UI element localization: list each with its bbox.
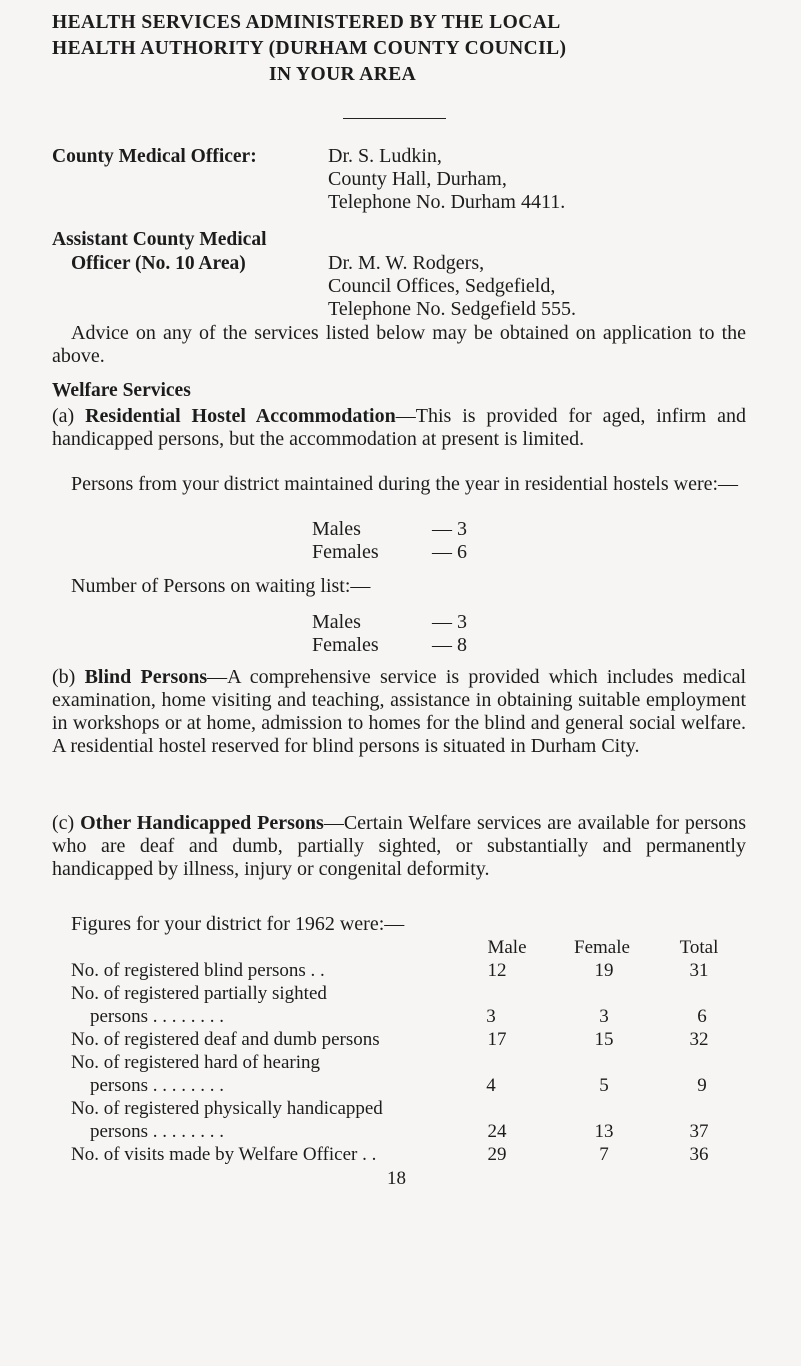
- cmo-label: County Medical Officer:: [52, 146, 257, 167]
- waiting-females-value: — 8: [432, 634, 467, 656]
- table-row-label-cont: persons . . . . . . . .: [90, 1121, 225, 1142]
- header-divider: [343, 118, 446, 119]
- table-row-label: No. of registered partially sighted: [71, 983, 327, 1004]
- table-cell-male: 3: [486, 1006, 496, 1027]
- section-a-title: Residential Hostel Accommodation: [85, 405, 396, 427]
- title-line-1: HEALTH SERVICES ADMINISTERED BY THE LOCAL: [52, 12, 561, 33]
- advice-paragraph: Advice on any of the services listed below may be obtained on application to the above.: [52, 322, 746, 367]
- table-row-label: No. of visits made by Welfare Officer . .: [71, 1144, 377, 1165]
- acmo-name: Dr. M. W. Rodgers,: [328, 252, 485, 274]
- cmo-address: County Hall, Durham,: [328, 168, 507, 190]
- maintained-males-value: — 3: [432, 518, 467, 540]
- maintained-males-label: Males: [312, 518, 361, 540]
- table-cell-total: 6: [697, 1006, 707, 1027]
- section-c-prefix: (c): [52, 812, 75, 834]
- table-cell-male: 29: [487, 1144, 507, 1165]
- maintained-females-value: — 6: [432, 541, 467, 563]
- table-cell-male: 4: [486, 1075, 496, 1096]
- acmo-address: Council Offices, Sedgefield,: [328, 275, 556, 297]
- table-cell-male: 17: [487, 1029, 507, 1050]
- table-cell-male: 12: [487, 960, 507, 981]
- col-header-total: Total: [679, 937, 719, 958]
- maintained-females-label: Females: [312, 541, 379, 563]
- section-a-text: —This is provided for aged, infirm and handicapped persons, but the accommodation at present is limited.: [52, 405, 747, 450]
- table-cell-total: 31: [689, 960, 709, 981]
- maintained-intro: Persons from your district maintained during the year in residential hostels were:—: [71, 473, 739, 495]
- section-b-prefix: (b): [52, 666, 76, 688]
- section-b: [52, 666, 746, 758]
- waiting-intro: Number of Persons on waiting list:—: [71, 575, 371, 597]
- section-b-text: —A comprehensive service is provided which includes medical examination, home visiting and teaching, assistance in obtaining suitable employment in workshops or at home, admission to homes for the blind and general social welfare. A residential hostel reserved for blind persons is situated in Durham City.: [52, 666, 747, 757]
- figures-intro: Figures for your district for 1962 were:—: [71, 913, 405, 935]
- waiting-males-value: — 3: [432, 611, 467, 633]
- section-c-title: Other Handicapped Persons: [80, 812, 324, 834]
- table-cell-female: 7: [599, 1144, 609, 1165]
- col-header-male: Male: [487, 937, 527, 958]
- table-row-label-cont: persons . . . . . . . .: [90, 1075, 225, 1096]
- title-line-3: IN YOUR AREA: [269, 64, 417, 85]
- table-cell-female: 15: [594, 1029, 614, 1050]
- cmo-telephone: Telephone No. Durham 4411.: [328, 191, 566, 213]
- page-number: 18: [387, 1168, 406, 1189]
- cmo-name: Dr. S. Ludkin,: [328, 145, 442, 167]
- welfare-heading: Welfare Services: [52, 380, 191, 401]
- table-row-label: No. of registered deaf and dumb persons: [71, 1029, 380, 1050]
- section-a: [52, 405, 746, 451]
- table-cell-total: 9: [697, 1075, 707, 1096]
- table-cell-female: 19: [594, 960, 614, 981]
- table-row-label: No. of registered hard of hearing: [71, 1052, 321, 1073]
- acmo-telephone: Telephone No. Sedgefield 555.: [328, 298, 576, 320]
- table-row-label: No. of registered physically handicapped: [71, 1098, 383, 1119]
- table-row-label: No. of registered blind persons . .: [71, 960, 325, 981]
- table-cell-total: 32: [689, 1029, 709, 1050]
- section-c-text: —Certain Welfare services are available for persons who are deaf and dumb, partially sighted, or substantially and permanently handicapped by illness, injury or congenital deformity.: [52, 812, 747, 880]
- table-row-label-cont: persons . . . . . . . .: [90, 1006, 225, 1027]
- section-c: [52, 812, 746, 881]
- waiting-females-label: Females: [312, 634, 379, 656]
- title-line-2: HEALTH AUTHORITY (DURHAM COUNTY COUNCIL): [52, 38, 567, 59]
- table-cell-female: 13: [594, 1121, 614, 1142]
- table-cell-female: 5: [599, 1075, 609, 1096]
- acmo-label-1: Assistant County Medical: [52, 229, 267, 250]
- table-cell-male: 24: [487, 1121, 507, 1142]
- acmo-label-2: Officer (No. 10 Area): [71, 253, 246, 274]
- table-cell-total: 37: [689, 1121, 709, 1142]
- section-b-title: Blind Persons: [84, 666, 208, 688]
- col-header-female: Female: [574, 937, 630, 958]
- section-a-prefix: (a): [52, 405, 75, 427]
- table-cell-female: 3: [599, 1006, 609, 1027]
- table-cell-total: 36: [689, 1144, 709, 1165]
- waiting-males-label: Males: [312, 611, 361, 633]
